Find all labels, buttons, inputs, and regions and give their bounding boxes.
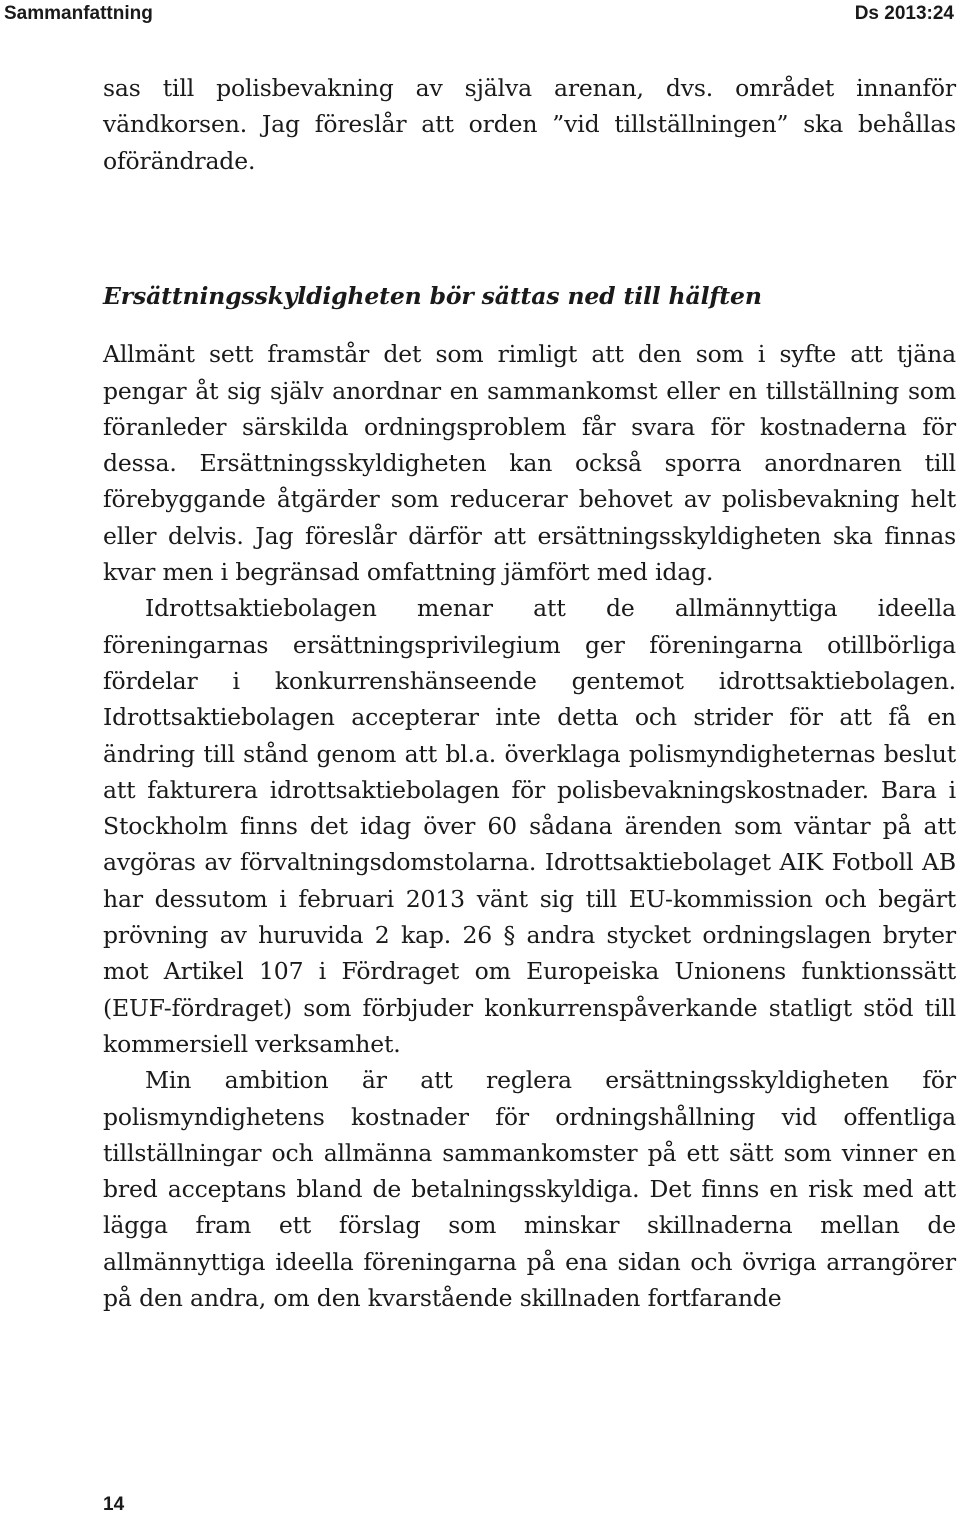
section-block: [103, 278, 956, 1316]
intro-paragraph: sas till polisbevakning av själva arenan, dvs. området innanför vändkorsen. Jag föreslår att orden ”vid tillställningen” ska behållas oförändrade.: [103, 74, 956, 175]
section-heading: Ersättningsskyldigheten bör sättas ned till hälften: [103, 282, 762, 310]
intro-block: [103, 70, 956, 179]
chapter-title: Sammanfattning: [4, 3, 153, 24]
document-id: Ds 2013:24: [854, 3, 954, 24]
body-paragraph-2: Idrottsaktiebolagen menar att de allmännyttiga ideella föreningarnas ersättningsprivilegium ger föreningarna otillbörliga fördelar i konkurrenshänseende gentemot idrottsaktiebolagen. Idrottsaktiebolagen accepterar inte detta och strider för att få en ändring till stånd genom att bl.a. överklaga polismyndigheternas beslut att fakturera idrottsaktiebolagen för polisbevakningskostnader. Bara i Stockholm finns det idag över 60 sådana ärenden som väntar på att avgöras av förvaltningsdomstolarna. Idrottsaktiebolaget AIK Fotboll AB har dessutom i februari 2013 vänt sig till EU-kommission och begärt prövning av huruvida 2 kap. 26 § andra stycket ordningslagen bryter mot Artikel 107 i Fördraget om Europeiska Unionens funktionssätt (EUF-fördraget) som förbjuder konkurrenspåverkande statligt stöd till kommersiell verksamhet.: [103, 594, 956, 1058]
page-number: 14: [103, 1494, 125, 1515]
running-header: [0, 0, 960, 30]
body-paragraph-1: Allmänt sett framstår det som rimligt att den som i syfte att tjäna pengar åt sig själv anordnar en sammankomst eller en tillställning som föranleder särskilda ordningsproblem får svara för kostnaderna för dessa. Ersättningsskyldigheten kan också sporra anordnaren till förebyggande åtgärder som reducerar behovet av polisbevakning helt eller delvis. Jag föreslår därför att ersättningsskyldigheten ska finnas kvar men i begränsad omfattning jämfört med idag.: [103, 340, 956, 587]
body-paragraph-3: Min ambition är att reglera ersättningsskyldigheten för polismyndighetens kostnader för ordningshållning vid offentliga tillställningar och allmänna sammankomster på ett sätt som vinner en bred acceptans bland de betalningsskyldiga. Det finns en risk med att lägga fram ett förslag som minskar skillnaderna mellan de allmännyttiga ideella föreningarna på ena sidan och övriga arrangörer på den andra, om den kvarstående skillnaden fortfarande: [103, 1066, 956, 1313]
